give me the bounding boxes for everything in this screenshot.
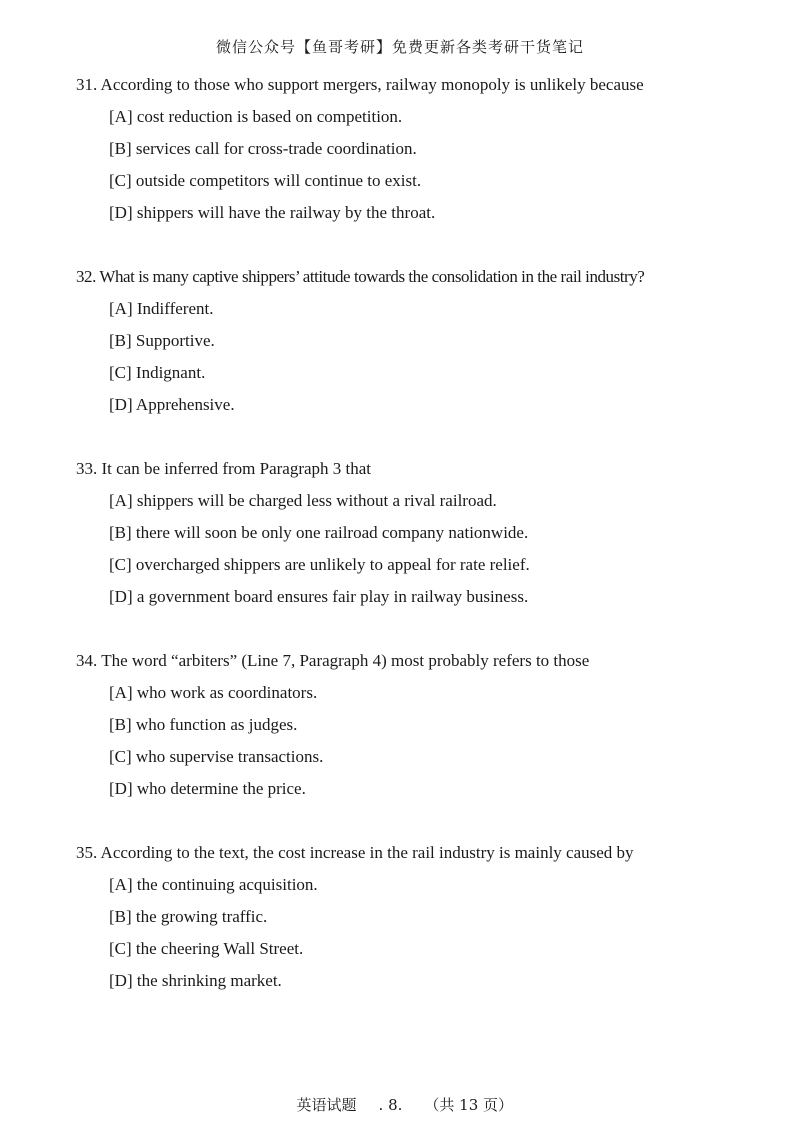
- page-header-watermark: 微信公众号【鱼哥考研】免费更新各类考研干货笔记: [215, 38, 584, 56]
- question-33: [76, 458, 776, 608]
- option-a: [A] who work as coordinators.: [109, 683, 318, 702]
- option-b: [B] who function as judges.: [109, 715, 298, 734]
- option-b: [B] services call for cross-trade coordination.: [109, 139, 417, 158]
- option-d: [D] who determine the price.: [109, 779, 306, 798]
- option-d: [D] Apprehensive.: [109, 395, 235, 414]
- option-b: [B] Supportive.: [109, 331, 215, 350]
- option-a: [A] the continuing acquisition.: [109, 875, 318, 894]
- option-c: [C] Indignant.: [109, 363, 206, 382]
- question-stem: 31. According to those who support mergers, railway monopoly is unlikely because: [76, 75, 644, 94]
- option-c: [C] overcharged shippers are unlikely to appeal for rate relief.: [109, 555, 530, 574]
- question-stem: 34. The word “arbiters” (Line 7, Paragraph 4) most probably refers to those: [76, 651, 590, 670]
- option-c: [C] outside competitors will continue to exist.: [109, 171, 422, 190]
- option-a: [A] shippers will be charged less without a rival railroad.: [109, 491, 497, 510]
- page-footer: [0, 1076, 800, 1115]
- option-a: [A] cost reduction is based on competition.: [109, 107, 403, 126]
- footer-total-pages: （共 13 页）: [424, 1096, 514, 1114]
- footer-page-number: . 8.: [378, 1096, 403, 1114]
- question-stem: 35. According to the text, the cost increase in the rail industry is mainly caused by: [76, 843, 634, 862]
- option-c: [C] who supervise transactions.: [109, 747, 324, 766]
- option-d: [D] shippers will have the railway by the throat.: [109, 203, 436, 222]
- option-a: [A] Indifferent.: [109, 299, 214, 318]
- question-31: [76, 74, 776, 224]
- question-32: [76, 266, 776, 416]
- question-34: [76, 650, 776, 800]
- question-stem: 32. What is many captive shippers’ attitude towards the consolidation in the rail industry?: [76, 267, 645, 286]
- option-d: [D] a government board ensures fair play in railway business.: [109, 587, 529, 606]
- question-35: [76, 842, 776, 992]
- option-d: [D] the shrinking market.: [109, 971, 282, 990]
- option-b: [B] the growing traffic.: [109, 907, 268, 926]
- option-b: [B] there will soon be only one railroad company nationwide.: [109, 523, 529, 542]
- footer-subject: 英语试题: [296, 1096, 357, 1114]
- question-stem: 33. It can be inferred from Paragraph 3 that: [76, 459, 372, 478]
- option-c: [C] the cheering Wall Street.: [109, 939, 304, 958]
